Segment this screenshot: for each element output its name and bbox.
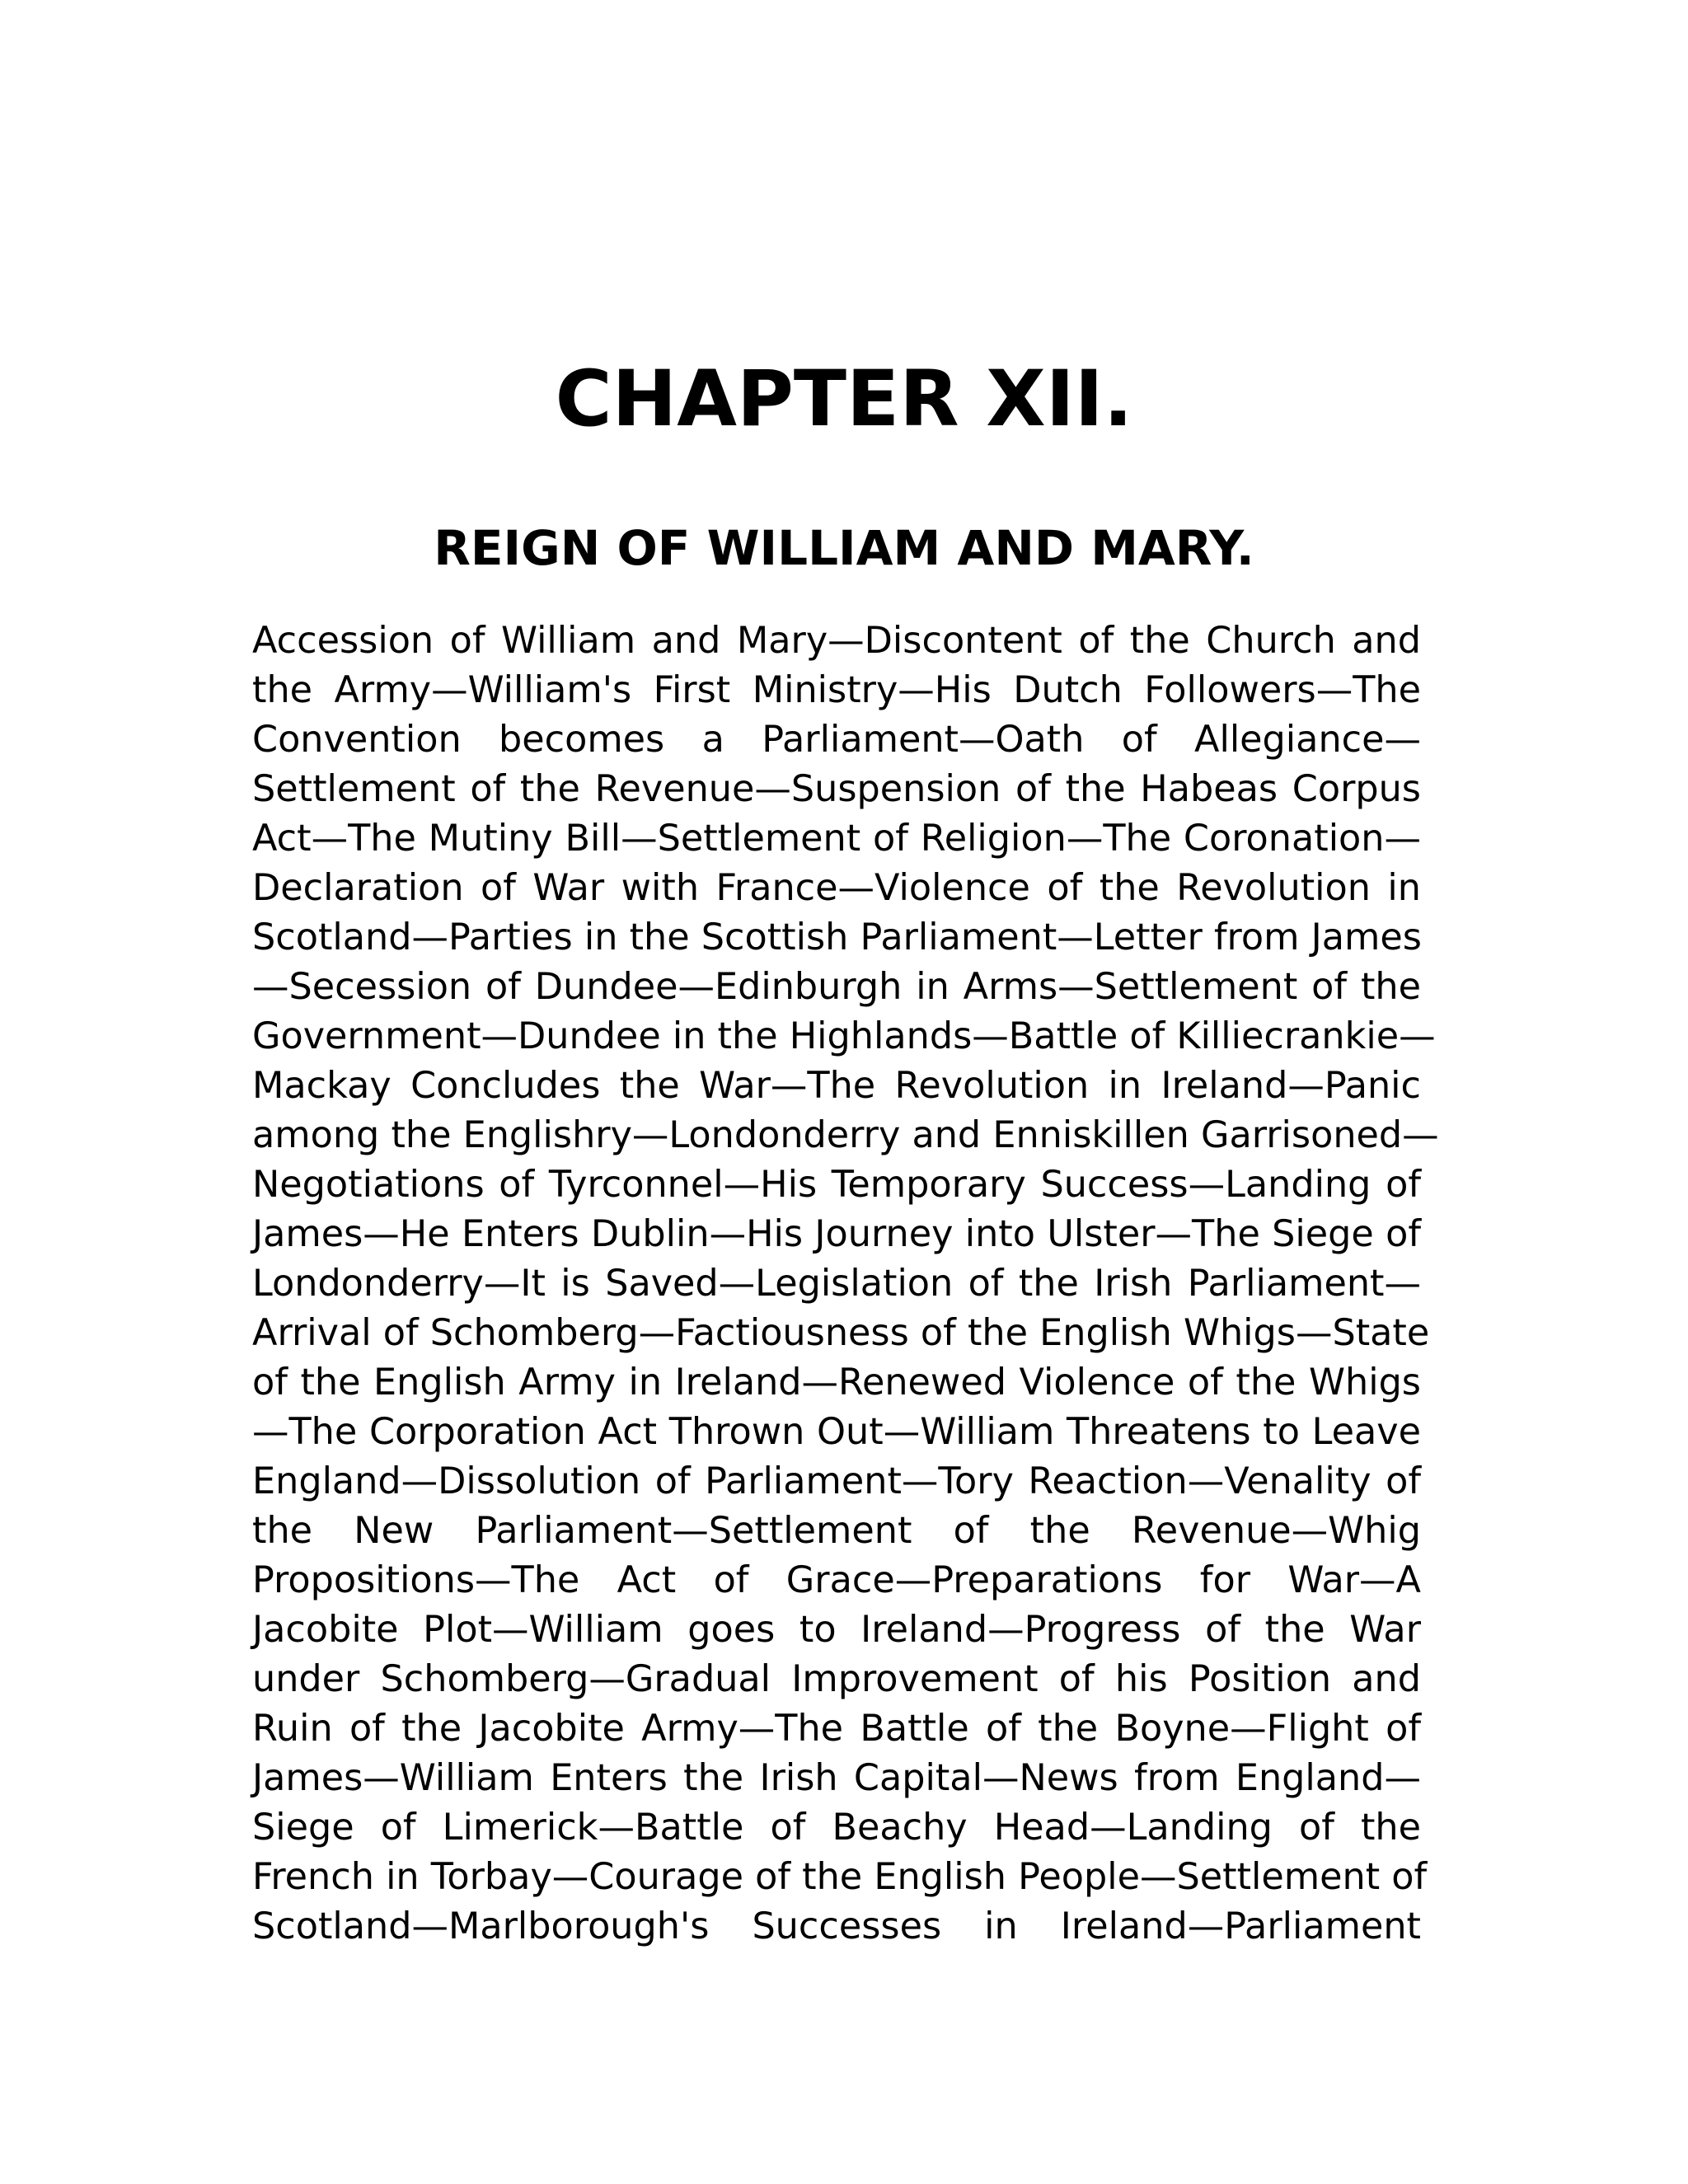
synopsis-line: James—William Enters the Irish Capital—News from England— [252,1757,1421,1799]
synopsis-line: Government—Dundee in the Highlands—Battle of Killiecrankie— [252,1015,1436,1057]
synopsis-line: Scotland—Marlborough's Successes in Ireland—Parliament [252,1905,1421,1947]
chapter-title: CHAPTER XII. [555,354,1133,444]
synopsis-line: Ruin of the Jacobite Army—The Battle of the Boyne—Flight of [252,1708,1421,1750]
synopsis-line: James—He Enters Dublin—His Journey into Ulster—The Siege of [252,1213,1421,1255]
synopsis-line: the Army—William's First Ministry—His Dutch Followers—The [252,669,1421,711]
synopsis-line: Negotiations of Tyrconnel—His Temporary Success—Landing of [252,1164,1421,1206]
synopsis-line: —The Corporation Act Thrown Out—William Threatens to Leave [252,1411,1421,1453]
synopsis-line: Mackay Concludes the War—The Revolution in Ireland—Panic [252,1065,1421,1107]
synopsis-line: of the English Army in Ireland—Renewed Violence of the Whigs [252,1361,1421,1404]
synopsis-line: Propositions—The Act of Grace—Preparations for War—A [252,1559,1421,1601]
synopsis-line: the New Parliament—Settlement of the Revenue—Whig [252,1510,1421,1552]
synopsis-line: Jacobite Plot—William goes to Ireland—Progress of the War [252,1609,1421,1651]
synopsis-line: Convention becomes a Parliament—Oath of Allegiance— [252,719,1421,761]
synopsis-line: French in Torbay—Courage of the English People—Settlement of [252,1856,1428,1898]
synopsis-line: under Schomberg—Gradual Improvement of his Position and [252,1658,1421,1700]
synopsis-line: England—Dissolution of Parliament—Tory Reaction—Venality of [252,1460,1421,1502]
synopsis-line: Settlement of the Revenue—Suspension of the Habeas Corpus [252,768,1421,810]
synopsis-line: Accession of William and Mary—Discontent of the Church and [252,620,1421,662]
synopsis-line: Scotland—Parties in the Scottish Parliament—Letter from James [252,916,1422,958]
chapter-synopsis [252,616,1439,1952]
synopsis-line: among the Englishry—Londonderry and Enniskillen Garrisoned— [252,1114,1439,1156]
synopsis-line: Declaration of War with France—Violence of the Revolution in [252,867,1421,909]
synopsis-line: —Secession of Dundee—Edinburgh in Arms—Settlement of the [252,966,1421,1008]
synopsis-line: Arrival of Schomberg—Factiousness of the English Whigs—State [252,1312,1430,1354]
synopsis-line: Londonderry—It is Saved—Legislation of the Irish Parliament— [252,1263,1421,1305]
synopsis-line: Siege of Limerick—Battle of Beachy Head—Landing of the [252,1807,1421,1849]
synopsis-line: Act—The Mutiny Bill—Settlement of Religion—The Coronation— [252,818,1421,860]
chapter-subtitle: REIGN OF WILLIAM AND MARY. [434,520,1254,576]
